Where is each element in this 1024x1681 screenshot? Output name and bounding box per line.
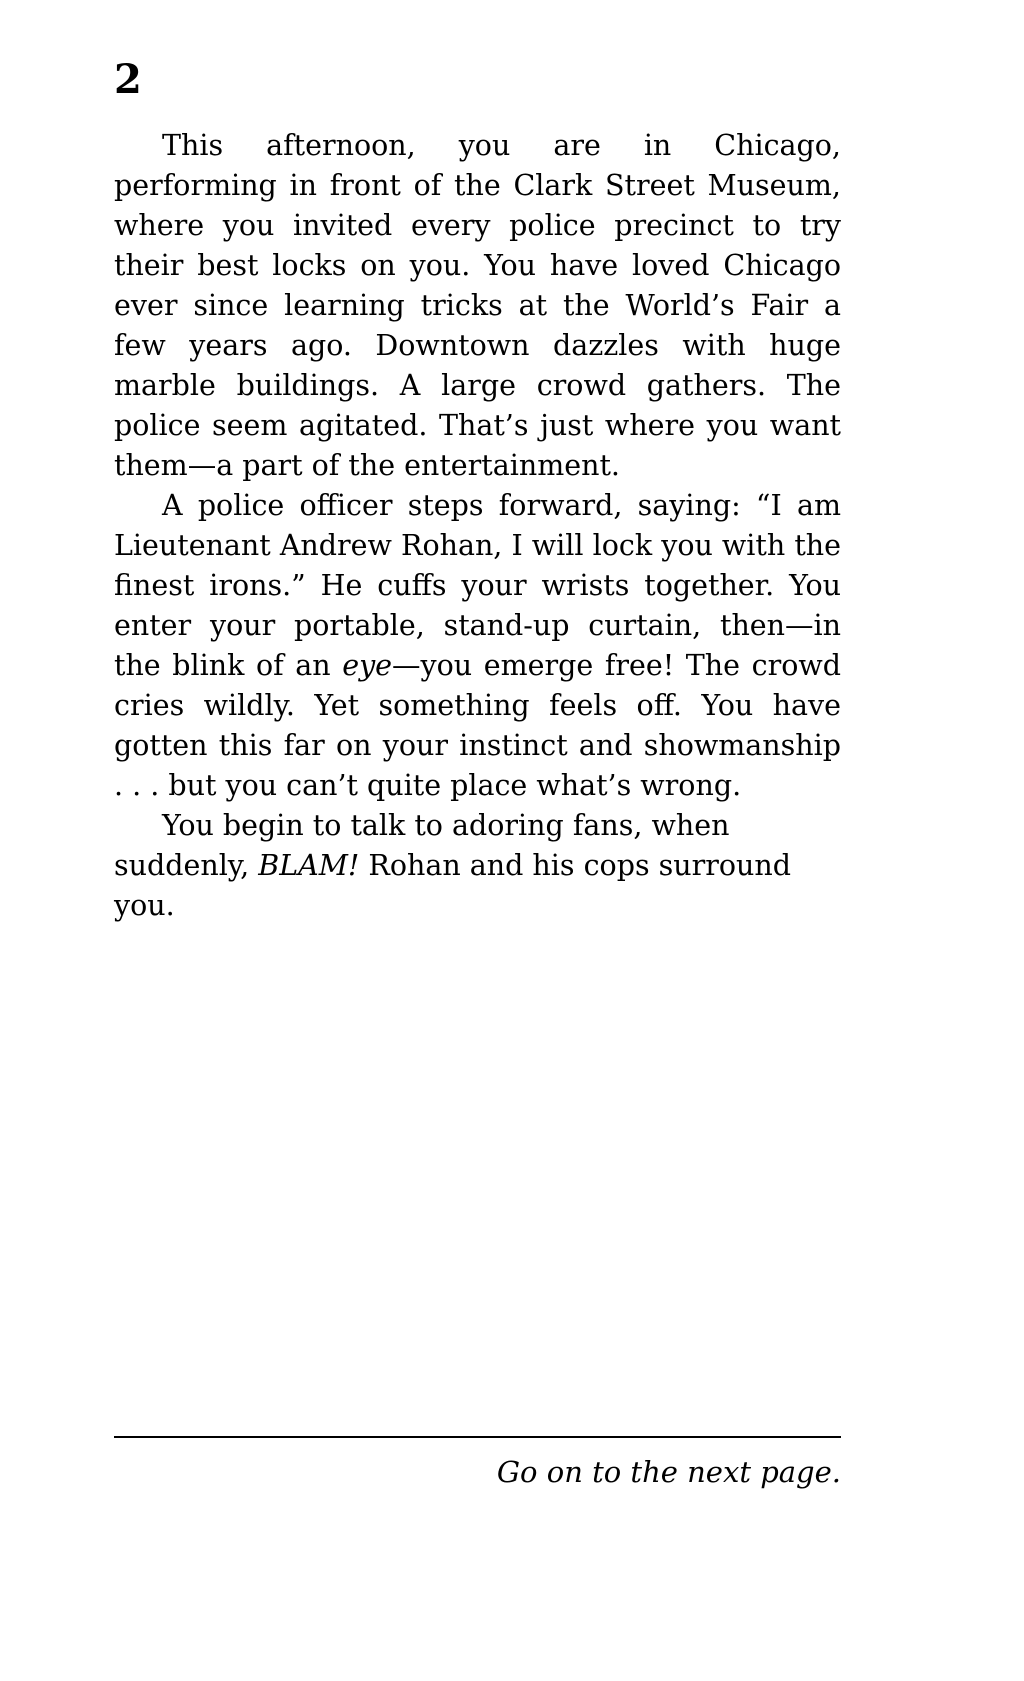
paragraph-3 [114,806,841,926]
page-content [114,56,841,926]
text-run: This afternoon, you are in Chicago, performing in front of the Clark Street Museum, where you invited every police precinct to try their best locks on you. You have loved Chicago ever since learning tricks at the World’s Fair a few years ago. Downtown dazzles with huge marble buildings. A large crowd gathers. The police seem agitated. That’s just where you want them—a part of the entertainment. [114,129,841,482]
text-run: A police officer steps forward, saying: “I am Lieutenant Andrew Rohan, I will lock you with the finest irons.” He cuffs your wrists together. You enter your portable, stand-up curtain, then—in the blink of an [114,489,841,682]
text-run: —you emerge free! The crowd cries wildly. Yet something feels off. You have gotten this far on your instinct and showmanship . . . but you can’t quite place what’s wrong. [114,649,841,802]
paragraph-2 [114,486,841,806]
text-run: You begin to talk to adoring fans, when suddenly, [114,809,730,882]
text-run: Rohan and his cops surround you. [114,849,791,922]
paragraph-1 [114,126,841,486]
next-page-note: Go on to the next page. [496,1455,841,1489]
emphasis-text: eye [342,649,393,682]
emphasis-text: BLAM! [258,849,360,882]
footer-divider [114,1436,841,1438]
body-text [114,126,841,926]
chapter-number: 2 [114,56,142,103]
